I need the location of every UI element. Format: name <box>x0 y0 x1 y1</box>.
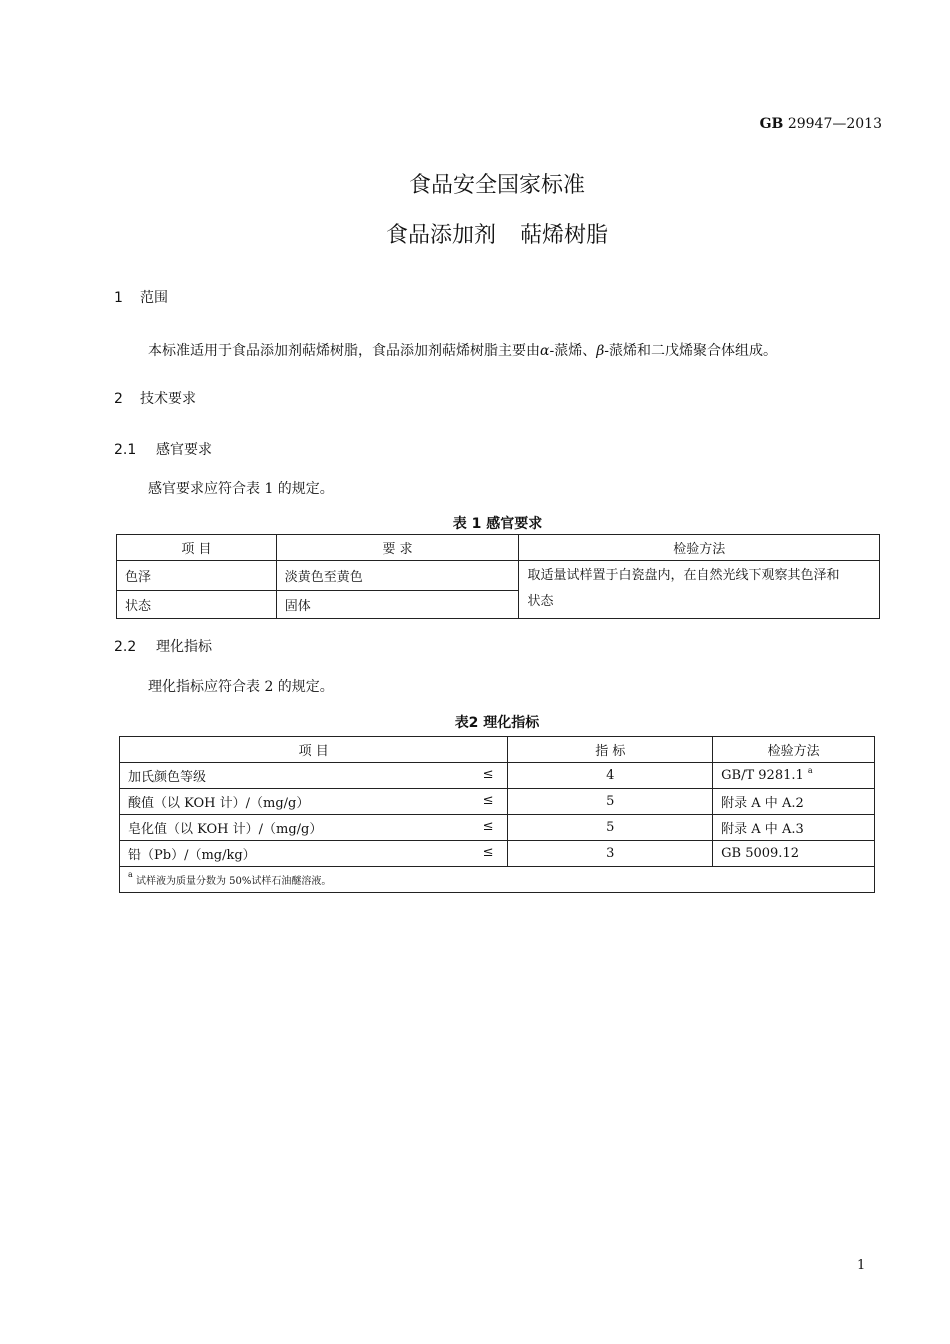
section-number: 2.1 <box>114 442 137 458</box>
table-row <box>117 561 880 591</box>
table-cell-item <box>120 789 508 815</box>
page-number: 1 <box>857 1258 866 1273</box>
column-header: 要 求 <box>276 535 519 561</box>
table-cell-method: GB 5009.12 <box>713 841 875 867</box>
alpha-symbol: α <box>540 343 550 359</box>
table-note-row <box>120 867 875 893</box>
section-number: 2.2 <box>114 639 137 655</box>
section-title: 范围 <box>140 290 168 306</box>
footnote-marker: a <box>807 766 813 775</box>
paragraph-text: 本标准适用于食品添加剂萜烯树脂，食品添加剂萜烯树脂主要由 <box>148 343 540 359</box>
subtitle-part-1: 食品添加剂 <box>385 223 496 248</box>
le-symbol: ≤ <box>482 793 494 808</box>
le-symbol: ≤ <box>482 819 494 834</box>
table-cell-item <box>120 763 508 789</box>
table-row <box>120 789 875 815</box>
column-header: 指 标 <box>508 737 713 763</box>
le-symbol: ≤ <box>482 845 494 860</box>
document-title: 食品安全国家标准 <box>408 173 585 198</box>
section-title: 感官要求 <box>156 442 212 458</box>
section-1-paragraph <box>148 340 777 360</box>
table-cell-item <box>120 841 508 867</box>
item-label: 加氏颜色等级 <box>128 770 207 785</box>
table-footnote <box>120 867 875 893</box>
table-cell-value: 5 <box>508 789 713 815</box>
footnote-text: 试样液为质量分数为 50%试样石油醚溶液。 <box>132 876 332 887</box>
table-cell-method: 附录 A 中 A.3 <box>713 815 875 841</box>
column-header: 检验方法 <box>519 535 880 561</box>
table-cell-item <box>120 815 508 841</box>
section-2-1-heading <box>114 439 212 459</box>
table-cell-value: 3 <box>508 841 713 867</box>
document-subtitle <box>0 218 950 249</box>
method-line: 取适量试样置于白瓷盘内，在自然光线下观察其色泽和 <box>527 568 840 583</box>
table-cell-value: 4 <box>508 763 713 789</box>
standard-number <box>760 116 882 132</box>
section-1-heading <box>114 287 168 307</box>
subtitle-part-2: 萜烯树脂 <box>520 223 609 248</box>
column-header: 项 目 <box>120 737 508 763</box>
table-row <box>120 841 875 867</box>
table-cell-method <box>713 763 875 789</box>
table-2-caption: 表2 理化指标 <box>454 715 540 731</box>
table-cell-value: 5 <box>508 815 713 841</box>
section-2-heading <box>114 388 196 408</box>
table-2 <box>119 736 875 893</box>
method-text: GB/T 9281.1 <box>721 768 804 783</box>
column-header: 检验方法 <box>713 737 875 763</box>
column-header: 项 目 <box>117 535 277 561</box>
table-cell: 色泽 <box>117 561 277 591</box>
table-cell: 固体 <box>276 591 519 619</box>
method-line: 状态 <box>527 594 554 609</box>
section-2-1-paragraph: 感官要求应符合表 1 的规定。 <box>148 481 334 497</box>
paragraph-text: -蒎烯、 <box>549 343 597 359</box>
section-number: 2 <box>114 391 123 407</box>
section-2-2-paragraph: 理化指标应符合表 2 的规定。 <box>148 679 334 695</box>
item-label: 酸值（以 KOH 计）/（mg/g） <box>128 796 310 811</box>
table-row <box>120 763 875 789</box>
standard-code: 29947—2013 <box>787 116 882 132</box>
footnote-marker: a <box>128 870 133 879</box>
table-header-row <box>120 737 875 763</box>
table-header-row <box>117 535 880 561</box>
table-cell-method <box>519 561 880 619</box>
section-2-2-heading <box>114 636 212 656</box>
paragraph-text: -蒎烯和二戊烯聚合体组成。 <box>604 343 778 359</box>
table-cell-method: 附录 A 中 A.2 <box>713 789 875 815</box>
item-label: 皂化值（以 KOH 计）/（mg/g） <box>128 822 323 837</box>
table-cell: 淡黄色至黄色 <box>276 561 519 591</box>
table-1 <box>116 534 880 619</box>
table-row <box>120 815 875 841</box>
beta-symbol: β <box>596 343 605 359</box>
table-1-caption: 表 1 感官要求 <box>452 516 543 532</box>
section-title: 理化指标 <box>156 639 212 655</box>
table-cell: 状态 <box>117 591 277 619</box>
standard-prefix: GB <box>759 116 784 132</box>
section-title: 技术要求 <box>140 391 196 407</box>
le-symbol: ≤ <box>482 767 494 782</box>
section-number: 1 <box>114 290 123 306</box>
item-label: 铅（Pb）/（mg/kg） <box>128 848 256 863</box>
